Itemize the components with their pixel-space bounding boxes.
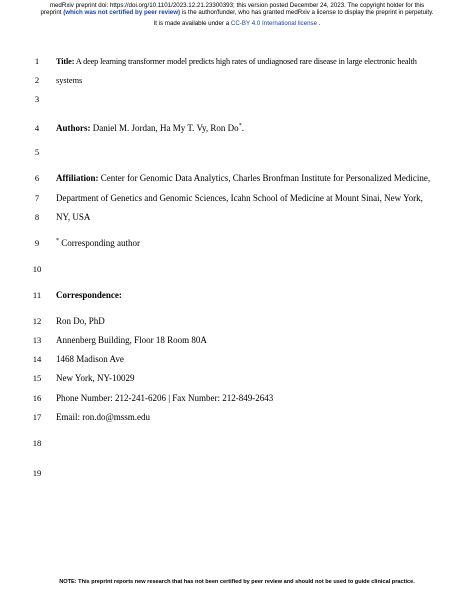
- line-number: 14: [32, 354, 42, 364]
- line-number: 17: [32, 412, 42, 422]
- correspondence-city: New York, NY-10029: [56, 373, 135, 383]
- correspondence-address-2: 1468 Madison Ave: [56, 354, 124, 364]
- authors-end: .: [241, 123, 244, 133]
- correspondence-email: Email: ron.do@mssm.edu: [56, 412, 151, 422]
- authors-label: Authors:: [56, 123, 91, 133]
- authors-line: [56, 123, 244, 134]
- line-number: 2: [34, 75, 40, 85]
- title-line-2: systems: [56, 76, 83, 85]
- correspondence-phone: Phone Number: 212-241-6206 | Fax Number: 212-849-2643: [56, 393, 274, 403]
- line-number: 5: [34, 147, 40, 157]
- line-number: 6: [34, 173, 40, 183]
- line-number: 12: [32, 316, 42, 326]
- corresponding-marker: *: [56, 238, 59, 244]
- license-prefix: It is made available under a: [153, 20, 231, 27]
- line-number: 15: [32, 373, 42, 383]
- authors-text: Daniel M. Jordan, Ha My T. Vy, Ron Do: [90, 123, 239, 133]
- line-number: 10: [32, 264, 42, 274]
- affiliation-label: Affiliation:: [56, 173, 99, 183]
- line-number: 3: [34, 94, 40, 104]
- line-number: 13: [32, 335, 42, 345]
- peer-review-notice: (which was not certified by peer review): [63, 9, 181, 16]
- preprint-header-line1: medRxiv preprint doi: https://doi.org/10.1101/2023.12.21.23300393; this version posted December 24, 2023. The copyright holder for this: [49, 2, 425, 9]
- line-number: 8: [34, 212, 40, 222]
- correspondence-name: Ron Do, PhD: [56, 316, 105, 326]
- preprint-header-line2: [0, 9, 474, 16]
- license-line: [0, 20, 474, 27]
- line-number: 1: [34, 56, 40, 66]
- affiliation-line-2: Department of Genetics and Genomic Sciences, Icahn School of Medicine at Mount Sinai, New York,: [56, 193, 423, 203]
- license-link[interactable]: CC-BY 4.0 International license: [230, 20, 318, 27]
- correspondence-address-1: Annenberg Building, Floor 18 Room 80A: [56, 335, 207, 345]
- corresponding-marker: *: [238, 123, 242, 129]
- header-rest: is the author/funder, who has granted medRxiv a license to display the preprint in perpetuity.: [180, 9, 434, 16]
- title-text: A deep learning transformer model predicts high rates of undiagnosed rare disease in large electronic health: [74, 57, 417, 66]
- corresponding-text: Corresponding author: [59, 238, 140, 248]
- title-line: [56, 56, 417, 67]
- header-prefix: preprint: [40, 9, 64, 16]
- title-label: Title:: [56, 57, 75, 66]
- correspondence-heading: Correspondence:: [56, 290, 122, 300]
- affiliation-line-3: NY, USA: [56, 212, 91, 222]
- license-suffix: .: [317, 20, 321, 27]
- corresponding-author-note: [56, 238, 140, 249]
- affiliation-text: Center for Genomic Data Analytics, Charles Bronfman Institute for Personalized Medicine,: [98, 173, 431, 183]
- line-number: 9: [34, 238, 40, 248]
- affiliation-line: [56, 173, 430, 184]
- line-number: 16: [32, 393, 42, 403]
- line-number: 7: [34, 193, 40, 203]
- preprint-footer-note: NOTE: This preprint reports new research that has not been certified by peer review and should not be used to guide clinical practice.: [59, 579, 415, 585]
- line-number: 19: [32, 468, 42, 478]
- line-number: 11: [32, 290, 42, 300]
- line-number: 4: [34, 123, 40, 133]
- line-number: 18: [32, 438, 42, 448]
